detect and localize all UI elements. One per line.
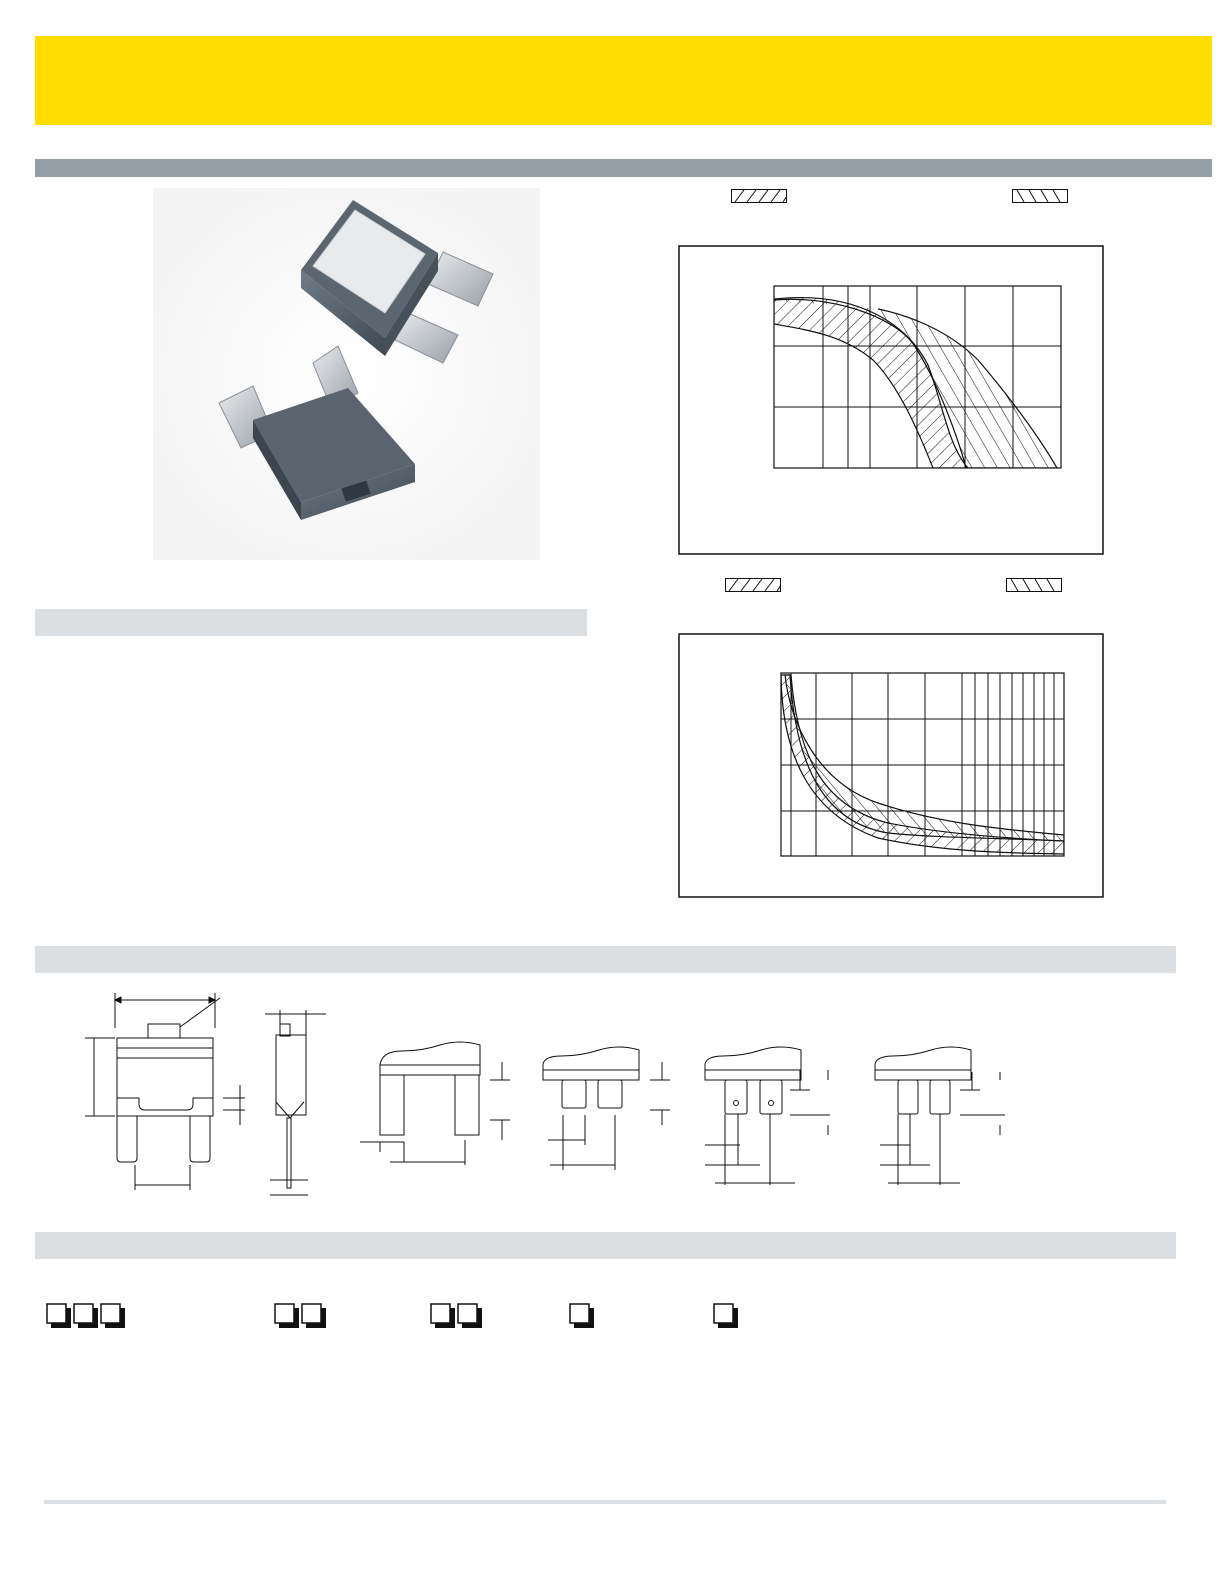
terminal-variant-c-drawing-icon: [705, 1047, 830, 1185]
ordering-section-bar: [35, 1232, 1176, 1259]
description-section-bar: [35, 609, 587, 636]
ordering-box-group-1: [46, 1303, 130, 1329]
fuse-side-view-drawing-icon: [265, 1010, 326, 1195]
terminal-variant-d-drawing-icon: [875, 1047, 1005, 1185]
dimension-drawings: [80, 990, 1040, 1205]
hatch-forward-swatch-icon: [731, 189, 787, 203]
fuse-product-photo: [153, 188, 540, 560]
dimensions-section-bar: [35, 946, 1176, 973]
title-bar: [35, 159, 1212, 177]
header-banner: [35, 36, 1212, 125]
hatch-backward-swatch-icon: [1006, 578, 1062, 592]
ordering-box-group-4: [569, 1303, 597, 1329]
ordering-box-group-3: [430, 1303, 486, 1329]
lower-performance-chart: [678, 633, 1104, 903]
hatch-backward-swatch-icon: [1012, 189, 1068, 203]
hatch-forward-swatch-icon: [725, 578, 781, 592]
ordering-box-group-5: [713, 1303, 741, 1329]
fuse-front-view-drawing-icon: [85, 993, 245, 1190]
upper-performance-chart: [678, 245, 1104, 560]
terminal-variant-b-drawing-icon: [543, 1047, 670, 1170]
terminal-variant-a-drawing-icon: [360, 1042, 510, 1165]
ordering-box-group-2: [274, 1303, 330, 1329]
footer-rule: [44, 1500, 1166, 1504]
